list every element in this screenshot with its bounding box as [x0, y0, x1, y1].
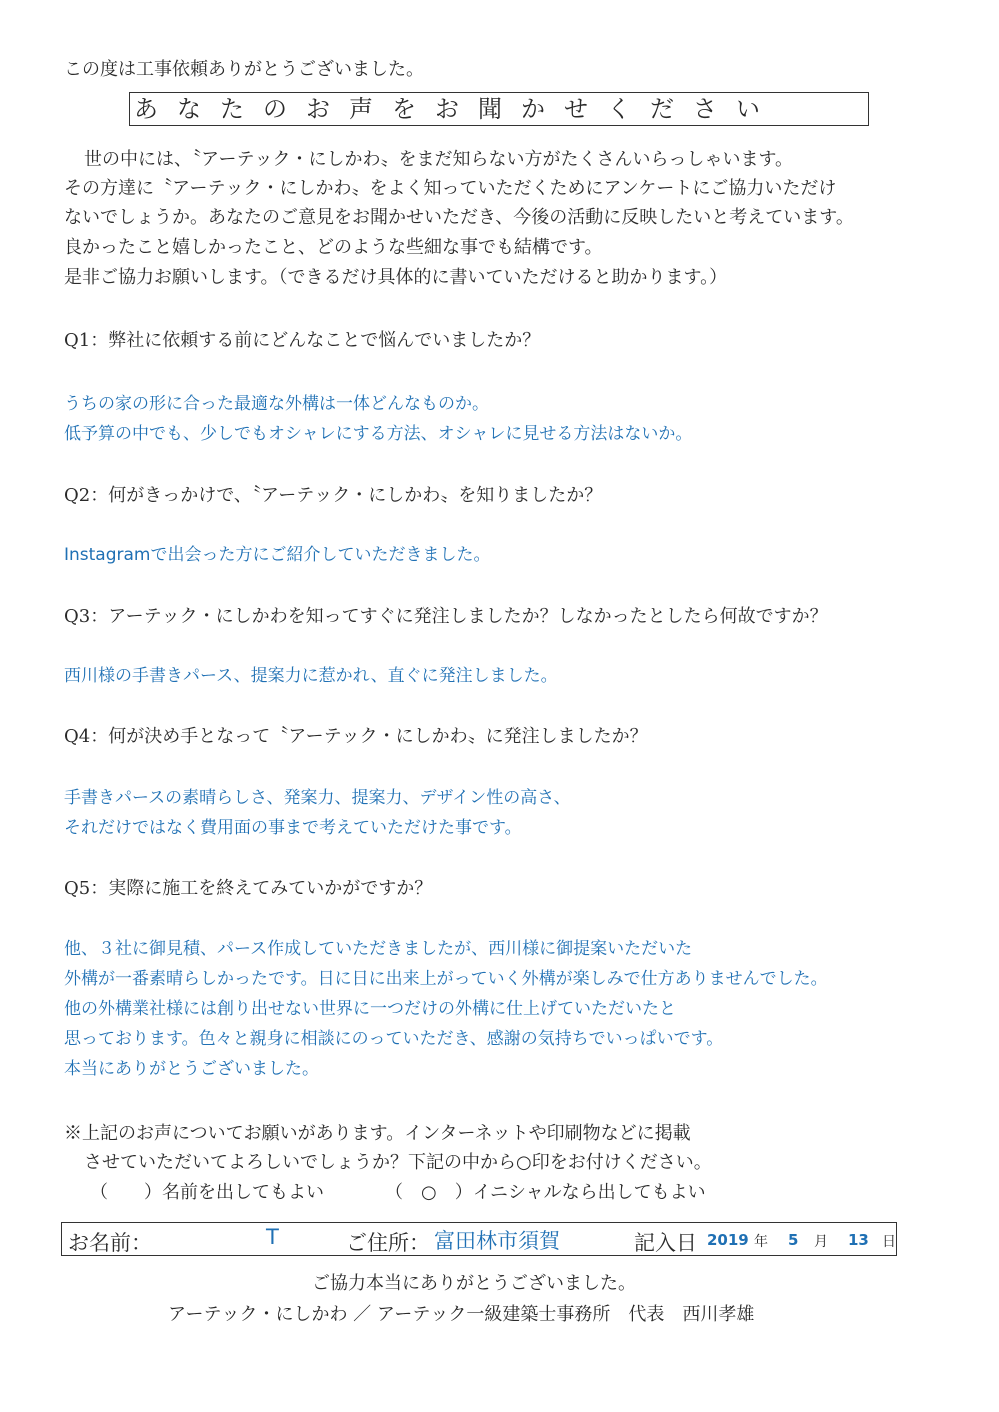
question-1: Q1：弊社に依頼する前にどんなことで悩んでいましたか？: [64, 330, 541, 351]
answer-4-line-1: 手書きパースの素晴らしさ、発案力、提案力、デザイン性の高さ、: [64, 788, 571, 808]
notice-line-2: させていただいてよろしいでしょうか？下記の中から○印をお付けください。: [84, 1152, 712, 1173]
year-unit: 年: [754, 1234, 768, 1250]
intro-line-1: 世の中には、〝アーテック・にしかわ〟をまだ知らない方がたくさんいらっしゃいます。: [84, 149, 794, 170]
name-label: お名前：: [68, 1231, 152, 1255]
closing-thanks: ご協力本当にありがとうございました。: [312, 1273, 636, 1294]
info-form-row: [61, 1222, 897, 1256]
answer-5-line-3: 他の外構業社様には創り出せない世界に一つだけの外構に仕上げていただいたと: [64, 999, 676, 1019]
option-initial-ok-label: イニシャルなら出してもよい: [472, 1182, 706, 1203]
signature: アーテック・にしかわ ／ アーテック一級建築士事務所 代表 西川孝雄: [168, 1304, 755, 1325]
month-unit: 月: [814, 1234, 828, 1250]
date-month-field[interactable]: 5: [788, 1231, 799, 1249]
intro-line-4: 良かったこと嬉しかったこと、どのような些細な事でも結構です。: [64, 237, 603, 258]
answer-5-line-4: 思っております。色々と親身に相談にのっていただき、感謝の気持ちでいっぱいです。: [64, 1029, 724, 1049]
answer-5-line-2: 外構が一番素晴らしかったです。日に日に出来上がっていく外構が楽しみで仕方ありませんでした。: [64, 969, 828, 989]
answer-5-line-5: 本当にありがとうございました。: [64, 1059, 319, 1079]
question-5: Q5：実際に施工を終えてみていかがですか？: [64, 878, 433, 899]
option-name-ok[interactable]: [90, 1181, 324, 1205]
intro-line-2: その方達に〝アーテック・にしかわ〟をよく知っていただくためにアンケートにご協力いただけ: [64, 178, 837, 199]
notice-line-1: ※上記のお声についてお願いがあります。インターネットや印刷物などに掲載: [64, 1123, 691, 1144]
answer-5-line-1: 他、３社に御見積、パース作成していただきましたが、西川様に御提案いただいた: [64, 939, 693, 959]
question-4: Q4：何が決め手となって〝アーテック・にしかわ〟に発注しましたか？: [64, 726, 648, 747]
date-label: 記入日: [634, 1231, 697, 1255]
option-name-ok-checkbox[interactable]: （ ）: [90, 1182, 162, 1203]
answer-4-line-2: それだけではなく費用面の事まで考えていただけた事です。: [64, 818, 522, 838]
name-field[interactable]: T: [266, 1225, 279, 1249]
date-year-field[interactable]: 2019: [707, 1231, 749, 1249]
page-title: あなたのお声をお聞かせください: [129, 92, 869, 126]
answer-3-line-1: 西川様の手書きパース、提案力に惹かれ、直ぐに発注しました。: [64, 666, 558, 686]
day-unit: 日: [882, 1234, 896, 1250]
question-3: Q3：アーテック・にしかわを知ってすぐに発注しましたか？しなかったとしたら何故ですか？: [64, 606, 828, 627]
question-2: Q2：何がきっかけで、〝アーテック・にしかわ〟を知りましたか？: [64, 485, 603, 506]
address-field[interactable]: 富田林市須賀: [434, 1229, 560, 1253]
date-day-field[interactable]: 13: [848, 1231, 869, 1249]
address-label: ご住所：: [346, 1231, 430, 1255]
answer-1-line-1: うちの家の形に合った最適な外構は一体どんなものか。: [64, 394, 489, 414]
intro-line-5: 是非ご協力お願いします。（できるだけ具体的に書いていただけると助かります。）: [64, 267, 728, 288]
option-initial-ok-checkbox[interactable]: （ ○ ）: [385, 1182, 473, 1203]
intro-line-3: ないでしょうか。あなたのご意見をお聞かせいただき、今後の活動に反映したいと考えています。: [64, 207, 854, 228]
intro-thanks: この度は工事依頼ありがとうございました。: [64, 59, 424, 80]
answer-1-line-2: 低予算の中でも、少しでもオシャレにする方法、オシャレに見せる方法はないか。: [64, 424, 693, 444]
option-initial-ok[interactable]: [385, 1181, 706, 1205]
option-name-ok-label: 名前を出してもよい: [162, 1182, 324, 1203]
answer-2-line-1: Instagramで出会った方にご紹介していただきました。: [64, 545, 491, 565]
